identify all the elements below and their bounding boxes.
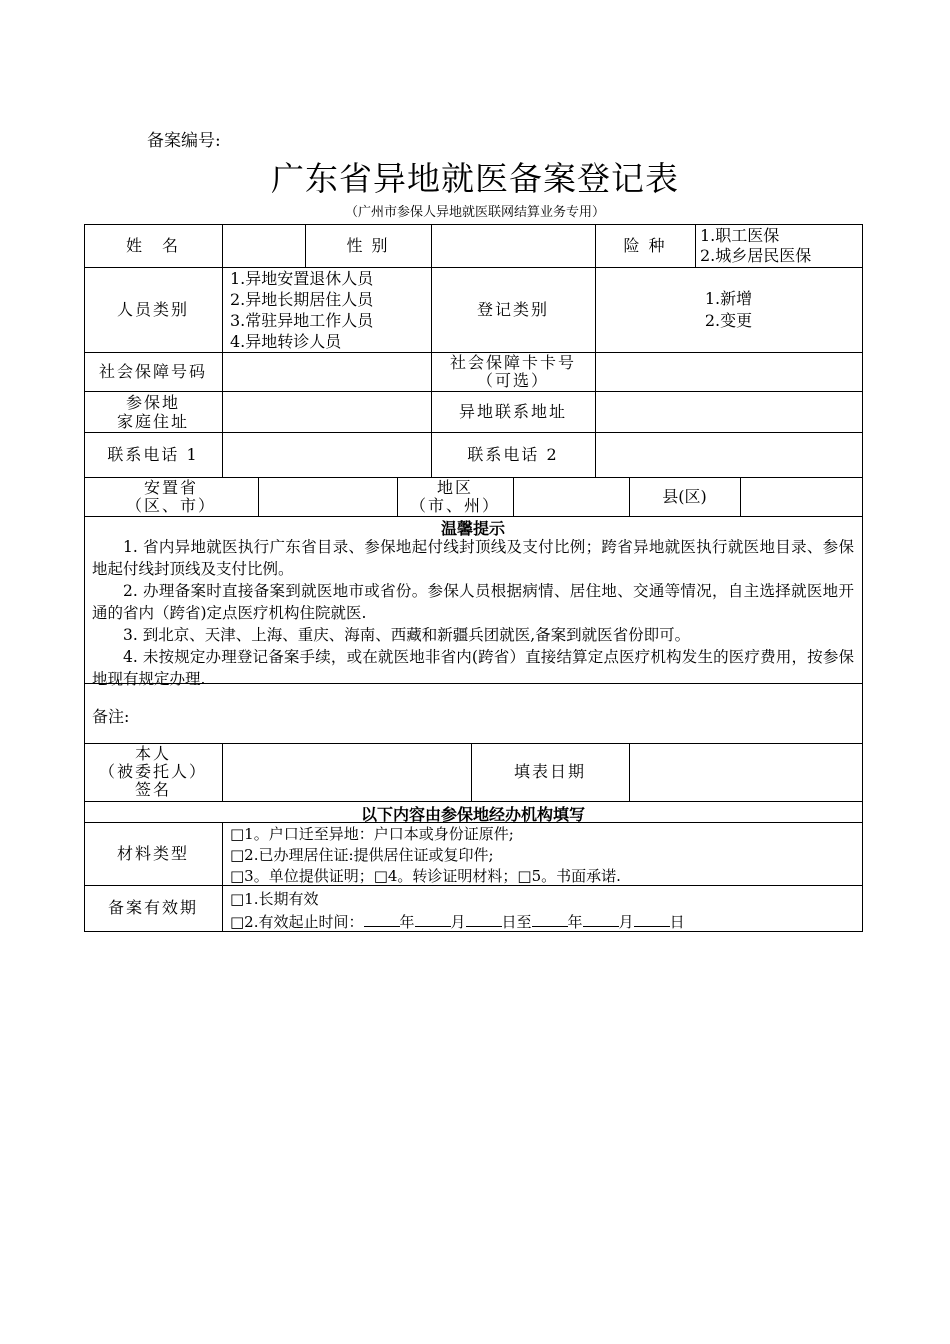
home-address-field[interactable]	[223, 392, 431, 432]
materials-line-1[interactable]: □1。户口迁至异地：户口本或身份证原件;	[230, 825, 514, 843]
phone2-label: 联系电话 2	[467, 444, 559, 464]
insurance-option-resident[interactable]: 2.城乡居民医保	[700, 245, 812, 265]
start-day-blank[interactable]	[466, 912, 502, 927]
signature-field[interactable]	[223, 744, 471, 801]
phone2-field[interactable]	[596, 433, 862, 477]
fill-date-field[interactable]	[630, 744, 862, 801]
insurance-options	[695, 224, 862, 267]
name-field[interactable]	[223, 225, 305, 267]
end-year-blank[interactable]	[532, 912, 568, 927]
phone1-label: 联系电话 1	[107, 444, 199, 464]
insurance-option-employee[interactable]: 1.职工医保	[700, 225, 780, 245]
tip-item-1: 1. 省内异地就医执行广东省目录、参保地起付线封顶线及支付比例；跨省异地就医执行就医地目录、参保地起付线封顶线及支付比例。	[92, 538, 854, 578]
person-type-option-2[interactable]: 2.异地长期居住人员	[230, 289, 374, 309]
notes-field[interactable]	[150, 690, 850, 740]
agency-section-title: 以下内容由参保地经办机构填写	[360, 805, 585, 824]
gender-label: 性 别	[346, 235, 390, 255]
county-label: 县(区)	[662, 486, 707, 506]
materials-label: 材料类型	[116, 843, 189, 863]
gender-field[interactable]	[432, 225, 595, 267]
insurance-label: 险 种	[623, 235, 667, 255]
start-month-blank[interactable]	[415, 912, 451, 927]
ss-number-field[interactable]	[223, 353, 431, 391]
person-type-options	[222, 267, 431, 352]
tip-item-2: 2. 办理备案时直接备案到就医地市或省份。参保人员根据病情、居住地、交通等情况，自主选择就医地开通的省内（跨省)定点医疗机构住院就医.	[92, 582, 854, 622]
signature-label: 本人 （被委托人） 签名	[98, 744, 207, 799]
validity-option-long-term[interactable]: □1.长期有效	[230, 890, 319, 908]
province-field[interactable]	[259, 478, 397, 516]
validity-label: 备案有效期	[107, 898, 198, 917]
remote-address-field[interactable]	[596, 392, 862, 432]
notes-label: 备注:	[92, 707, 130, 726]
form-subtitle: （广州市参保人异地就医联网结算业务专用）	[344, 205, 605, 220]
tip-item-4: 4. 未按规定办理登记备案手续，或在就医地非省内(跨省）直接结算定点医疗机构发生的医疗费用，按参保地现有规定办理.	[92, 648, 854, 688]
start-year-blank[interactable]	[364, 912, 400, 927]
form-title: 广东省异地就医备案登记表	[271, 159, 679, 198]
end-day-blank[interactable]	[634, 912, 670, 927]
ss-card-field[interactable]	[596, 353, 862, 391]
register-type-option-new[interactable]: 1.新增	[704, 288, 753, 308]
region-field[interactable]	[514, 478, 629, 516]
materials-line-2[interactable]: □2.已办理居住证:提供居住证或复印件;	[230, 846, 494, 864]
register-type-label: 登记类别	[476, 299, 549, 319]
ss-card-label: 社会保障卡卡号 （可选）	[449, 352, 576, 390]
ss-number-label: 社会保障号码	[98, 361, 207, 381]
name-label: 姓 名	[125, 235, 180, 255]
materials-line-3[interactable]: □3。单位提供证明；□4。转诊证明材料；□5。书面承诺.	[230, 867, 621, 885]
home-address-label: 参保地 家庭住址	[116, 392, 189, 431]
register-type-option-change[interactable]: 2.变更	[704, 310, 753, 330]
phone1-field[interactable]	[223, 433, 431, 477]
person-type-label: 人员类别	[116, 299, 189, 319]
register-type-options	[595, 267, 862, 352]
province-label: 安置省 （区、市）	[125, 477, 216, 515]
region-label: 地区 （市、州）	[409, 477, 500, 515]
tips-title: 温馨提示	[440, 519, 505, 538]
person-type-option-3[interactable]: 3.常驻异地工作人员	[230, 310, 374, 330]
tips-list	[92, 536, 854, 690]
person-type-option-4[interactable]: 4.异地转诊人员	[230, 331, 342, 351]
end-month-blank[interactable]	[583, 912, 619, 927]
person-type-option-1[interactable]: 1.异地安置退休人员	[230, 268, 374, 288]
tip-item-3: 3. 到北京、天津、上海、重庆、海南、西藏和新疆兵团就医,备案到就医省份即可。	[123, 626, 691, 644]
fill-date-label: 填表日期	[513, 762, 586, 781]
validity-option-period[interactable]: □2.有效起止时间： 年 月 日至 年 月 日	[230, 913, 685, 931]
record-number-label: 备案编号:	[147, 131, 221, 151]
county-field[interactable]	[741, 478, 862, 516]
remote-address-label: 异地联系地址	[458, 401, 567, 421]
